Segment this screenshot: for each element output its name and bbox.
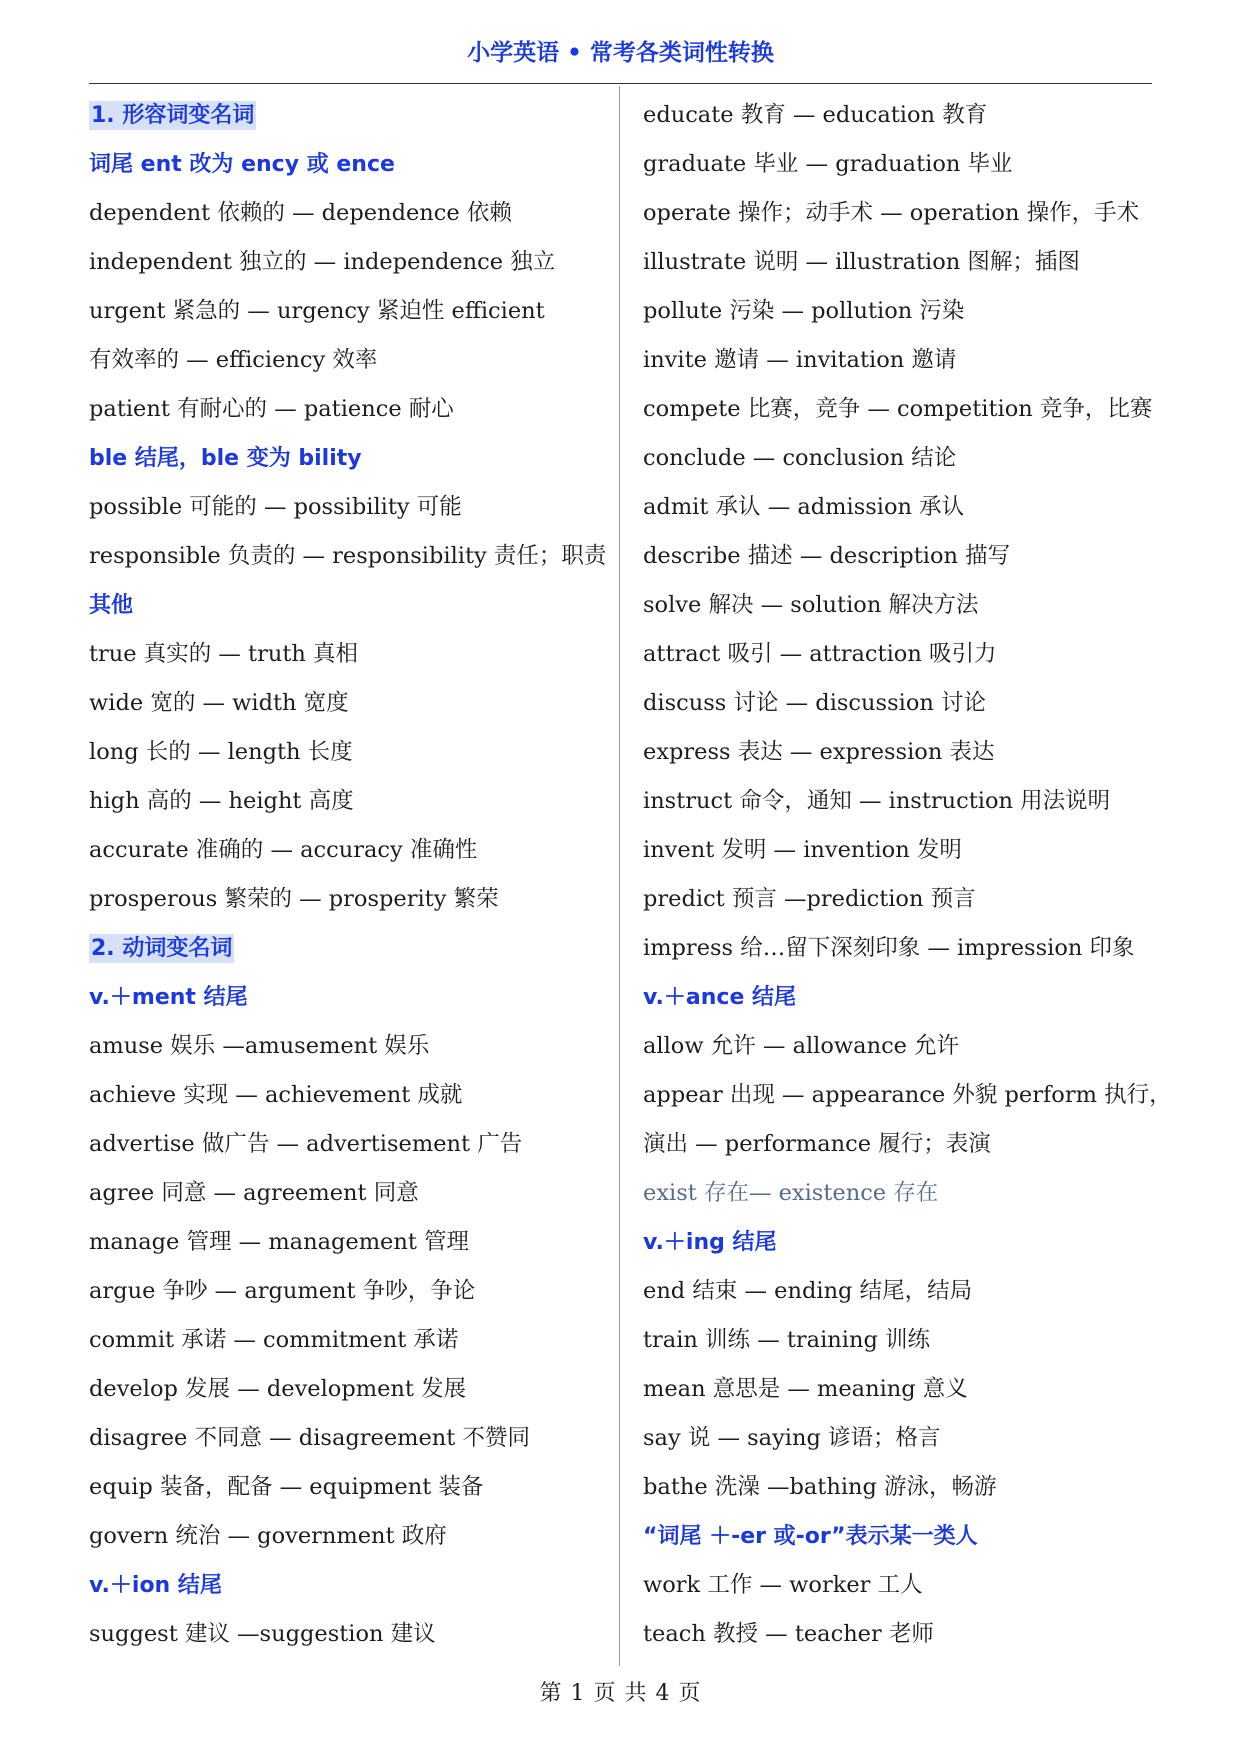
word-entry: advertise 做广告 — advertisement 广告 (89, 1131, 523, 1157)
word-entry: patient 有耐心的 — patience 耐心 (89, 396, 454, 422)
word-entry: accurate 准确的 — accuracy 准确性 (89, 837, 478, 863)
word-entry: say 说 — saying 谚语；格言 (643, 1425, 941, 1451)
section-heading-text: 1. 形容词变名词 (91, 103, 255, 128)
page-title: 小学英语 • 常考各类词性转换 (467, 40, 774, 66)
word-entry: urgent 紧急的 — urgency 紧迫性 efficient (89, 298, 545, 324)
word-entry: attract 吸引 — attraction 吸引力 (643, 641, 997, 667)
word-entry: true 真实的 — truth 真相 (89, 641, 359, 667)
section-heading-text: 2. 动词变名词 (91, 936, 233, 961)
word-entry: express 表达 — expression 表达 (643, 739, 995, 765)
subheading: v.＋ion 结尾 (89, 1573, 222, 1598)
subheading: v.＋ance 结尾 (643, 985, 797, 1010)
word-entry: pollute 污染 — pollution 污染 (643, 298, 965, 324)
word-entry: independent 独立的 — independence 独立 (89, 249, 556, 275)
word-entry: agree 同意 — agreement 同意 (89, 1180, 419, 1206)
word-entry: long 长的 — length 长度 (89, 739, 353, 765)
word-entry: teach 教授 — teacher 老师 (643, 1621, 934, 1647)
word-entry: illustrate 说明 — illustration 图解；插图 (643, 249, 1080, 275)
word-entry: high 高的 — height 高度 (89, 788, 354, 814)
word-entry: wide 宽的 — width 宽度 (89, 690, 349, 716)
word-entry: 有效率的 — efficiency 效率 (89, 347, 378, 373)
subheading: “词尾 ＋-er 或-or”表示某一类人 (643, 1524, 978, 1549)
word-entry: invent 发明 — invention 发明 (643, 837, 962, 863)
word-entry: work 工作 — worker 工人 (643, 1572, 923, 1598)
word-entry: amuse 娱乐 —amusement 娱乐 (89, 1033, 430, 1059)
left-column (89, 91, 607, 1659)
word-entry: admit 承认 — admission 承认 (643, 494, 965, 520)
word-entry: govern 统治 — government 政府 (89, 1523, 447, 1549)
word-entry: mean 意思是 — meaning 意义 (643, 1376, 968, 1402)
word-entry: manage 管理 — management 管理 (89, 1229, 470, 1255)
word-entry: impress 给…留下深刻印象 — impression 印象 (643, 935, 1135, 961)
word-entry: predict 预言 —prediction 预言 (643, 886, 976, 912)
word-entry: bathe 洗澡 —bathing 游泳，畅游 (643, 1474, 997, 1500)
word-entry: train 训练 — training 训练 (643, 1327, 930, 1353)
word-entry: appear 出现 — appearance 外貌 perform 执行， (643, 1082, 1172, 1108)
page-footer: 第 1 页 共 4 页 (539, 1681, 702, 1706)
section-heading (89, 91, 604, 140)
subheading: 其他 (89, 593, 134, 618)
word-entry: dependent 依赖的 — dependence 依赖 (89, 200, 512, 226)
word-entry: achieve 实现 — achievement 成就 (89, 1082, 463, 1108)
word-entry: argue 争吵 — argument 争吵，争论 (89, 1278, 476, 1304)
word-entry: conclude — conclusion 结论 (643, 445, 957, 471)
word-entry: instruct 命令，通知 — instruction 用法说明 (643, 788, 1111, 814)
word-entry: educate 教育 — education 教育 (643, 102, 988, 128)
word-entry: prosperous 繁荣的 — prosperity 繁荣 (89, 886, 499, 912)
word-entry: commit 承诺 — commitment 承诺 (89, 1327, 459, 1353)
word-entry: equip 装备，配备 — equipment 装备 (89, 1474, 484, 1500)
word-entry: disagree 不同意 — disagreement 不赞同 (89, 1425, 530, 1451)
word-entry: allow 允许 — allowance 允许 (643, 1033, 960, 1059)
word-entry: suggest 建议 —suggestion 建议 (89, 1621, 436, 1647)
column-divider (619, 86, 620, 1666)
header-rule (89, 83, 1152, 84)
word-entry: solve 解决 — solution 解决方法 (643, 592, 979, 618)
right-column (643, 91, 1172, 1659)
word-entry: invite 邀请 — invitation 邀请 (643, 347, 957, 373)
word-entry: develop 发展 — development 发展 (89, 1376, 467, 1402)
word-entry: graduate 毕业 — graduation 毕业 (643, 151, 1013, 177)
word-entry: responsible 负责的 — responsibility 责任；职责 (89, 543, 607, 569)
word-entry: possible 可能的 — possibility 可能 (89, 494, 462, 520)
word-entry: 演出 — performance 履行；表演 (643, 1131, 991, 1157)
word-entry: discuss 讨论 — discussion 讨论 (643, 690, 987, 716)
word-entry: compete 比赛，竞争 — competition 竞争，比赛 (643, 396, 1153, 422)
subheading: 词尾 ent 改为 ency 或 ence (89, 152, 395, 177)
word-entry: describe 描述 — description 描写 (643, 543, 1011, 569)
section-heading (89, 924, 604, 973)
word-entry: operate 操作；动手术 — operation 操作，手术 (643, 200, 1140, 226)
subheading: v.＋ment 结尾 (89, 985, 248, 1010)
subheading: v.＋ing 结尾 (643, 1230, 777, 1255)
subheading: ble 结尾，ble 变为 bility (89, 446, 362, 471)
word-entry: exist 存在— existence 存在 (643, 1180, 939, 1206)
word-entry: end 结束 — ending 结尾，结局 (643, 1278, 973, 1304)
